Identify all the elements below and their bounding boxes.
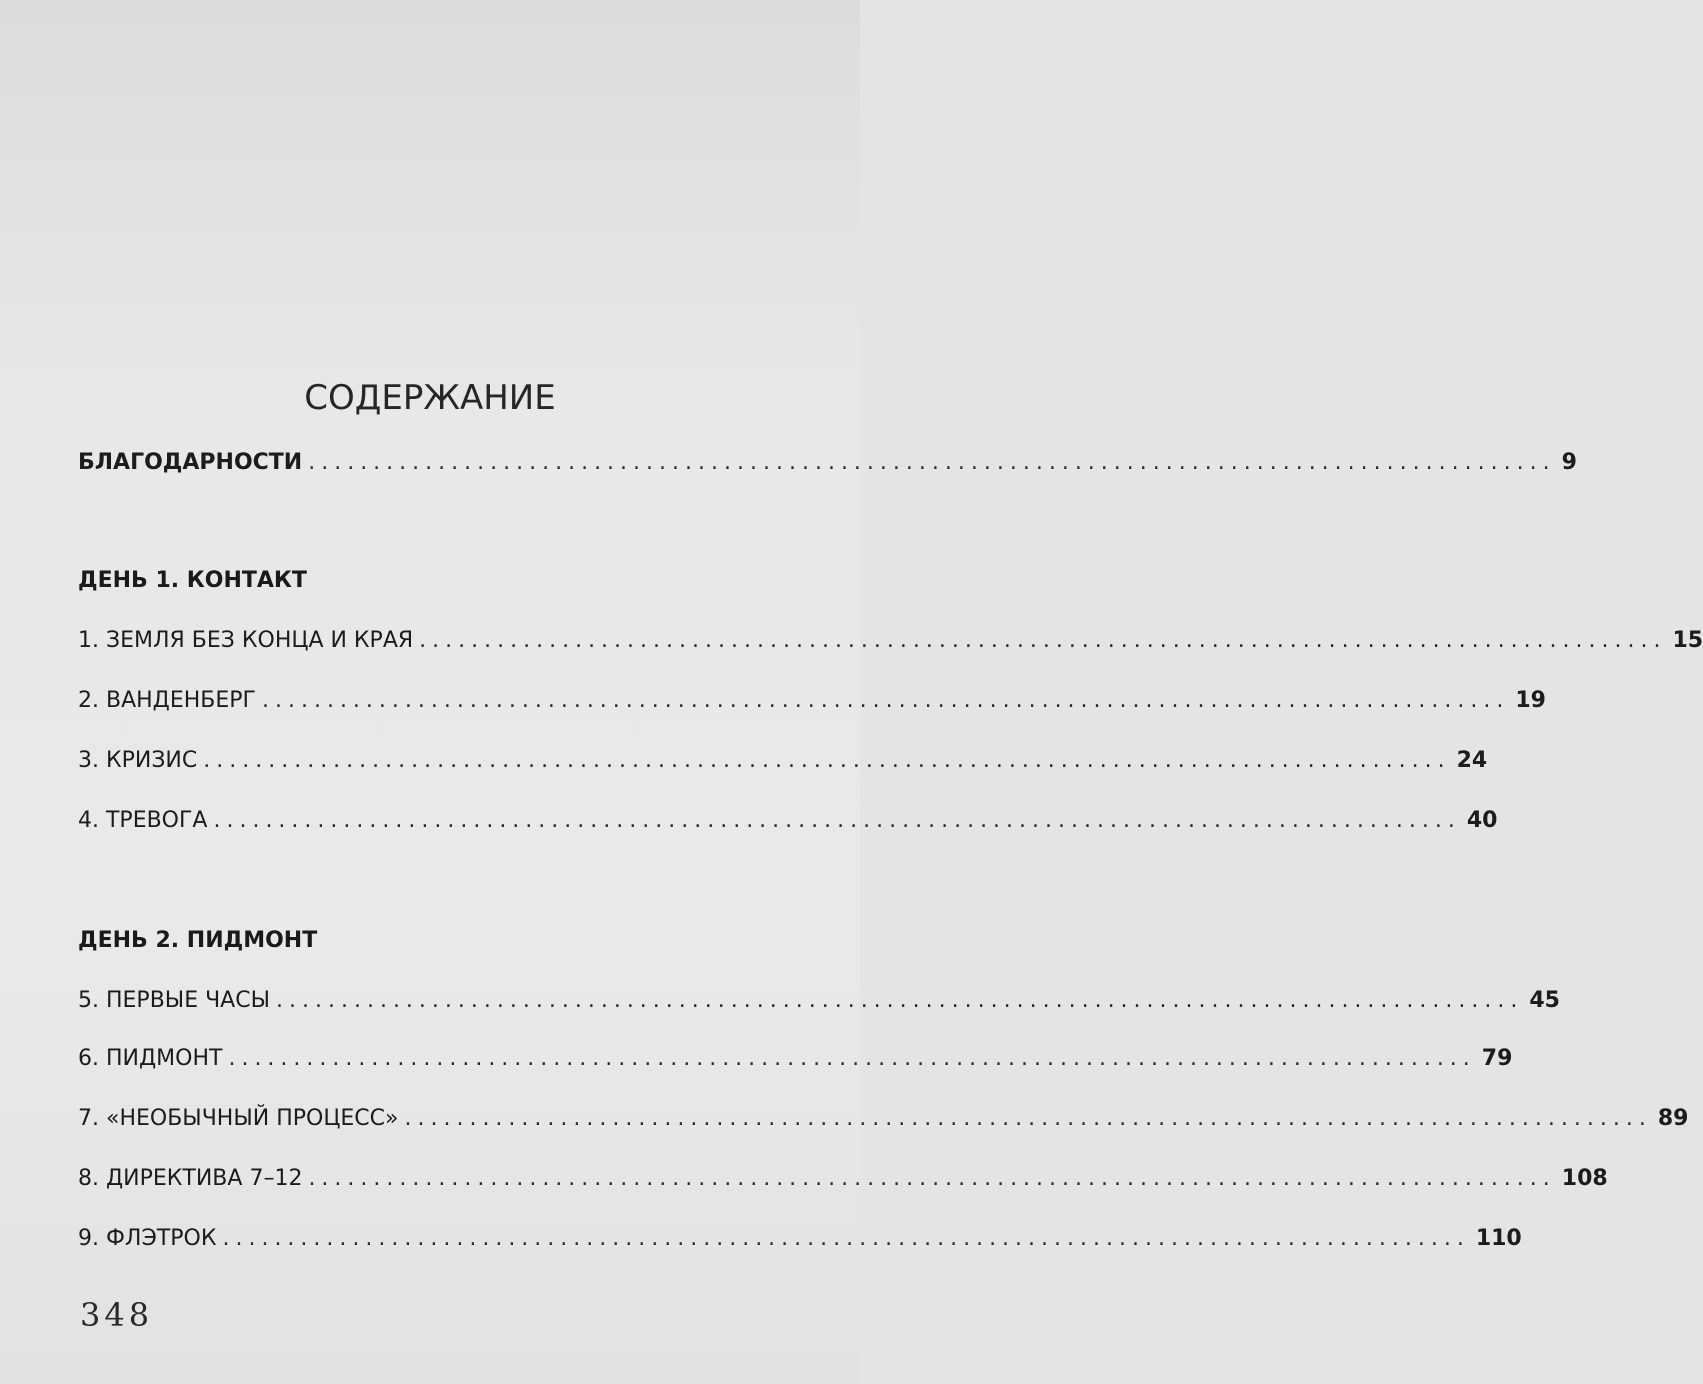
page-number: 348 [80, 1296, 154, 1334]
dot-leader: ................................................................................................ [276, 988, 1524, 1013]
toc-entry-label: 8. ДИРЕКТИВА 7–12 [78, 1166, 303, 1191]
toc-entry-label: 1. ЗЕМЛЯ БЕЗ КОНЦА И КРАЯ [78, 628, 414, 653]
toc-entry-page: 24 [1456, 748, 1488, 773]
toc-entry-chapter-9 [78, 1226, 1522, 1251]
toc-entry-label: 5. ПЕРВЫЕ ЧАСЫ [78, 988, 270, 1013]
toc-entry-chapter-4 [78, 808, 1498, 833]
dot-leader: ................................................................................................ [419, 628, 1667, 653]
toc-entry-chapter-2 [78, 688, 1546, 713]
toc-entry-label: БЛАГОДАРНОСТИ [78, 450, 303, 475]
dot-leader: ................................................................................................ [203, 748, 1451, 773]
toc-entry-label: 6. ПИДМОНТ [78, 1046, 223, 1071]
dot-leader: ................................................................................................ [404, 1106, 1652, 1131]
toc-entry-chapter-8 [78, 1166, 1608, 1191]
toc-entry-acknowledgements [78, 450, 1577, 475]
toc-entry-page: 9 [1561, 450, 1577, 475]
dot-leader: ................................................................................................ [222, 1226, 1470, 1251]
toc-entry-label: 4. ТРЕВОГА [78, 808, 208, 833]
toc-entry-chapter-5 [78, 988, 1560, 1013]
section-heading-day2: ДЕНЬ 2. ПИДМОНТ [78, 928, 318, 953]
dot-leader: ................................................................................................ [213, 808, 1461, 833]
dot-leader: ................................................................................................ [228, 1046, 1476, 1071]
dot-leader: ................................................................................................ [261, 688, 1510, 713]
toc-entry-page: 19 [1515, 688, 1546, 713]
toc-entry-label: 7. «НЕОБЫЧНЫЙ ПРОЦЕСС» [78, 1106, 399, 1131]
toc-entry-page: 15 [1672, 628, 1703, 653]
toc-entry-page: 45 [1529, 988, 1560, 1013]
toc-entry-page: 108 [1561, 1166, 1608, 1191]
toc-entry-page: 89 [1657, 1106, 1689, 1131]
dot-leader: ................................................................................................ [308, 450, 1556, 475]
toc-entry-chapter-1 [78, 628, 1703, 653]
toc-entry-label: 9. ФЛЭТРОК [78, 1226, 217, 1251]
toc-entry-chapter-6 [78, 1046, 1513, 1071]
toc-entry-page: 79 [1481, 1046, 1513, 1071]
toc-entry-chapter-7 [78, 1106, 1689, 1131]
toc-entry-label: 2. ВАНДЕНБЕРГ [78, 688, 256, 713]
section-heading-day1: ДЕНЬ 1. КОНТАКТ [78, 568, 307, 593]
dot-leader: ................................................................................................ [308, 1166, 1556, 1191]
toc-entry-page: 40 [1466, 808, 1498, 833]
toc-entry-page: 110 [1475, 1226, 1522, 1251]
toc-heading: СОДЕРЖАНИЕ [304, 378, 556, 418]
toc-entry-chapter-3 [78, 748, 1488, 773]
toc-entry-label: 3. КРИЗИС [78, 748, 198, 773]
